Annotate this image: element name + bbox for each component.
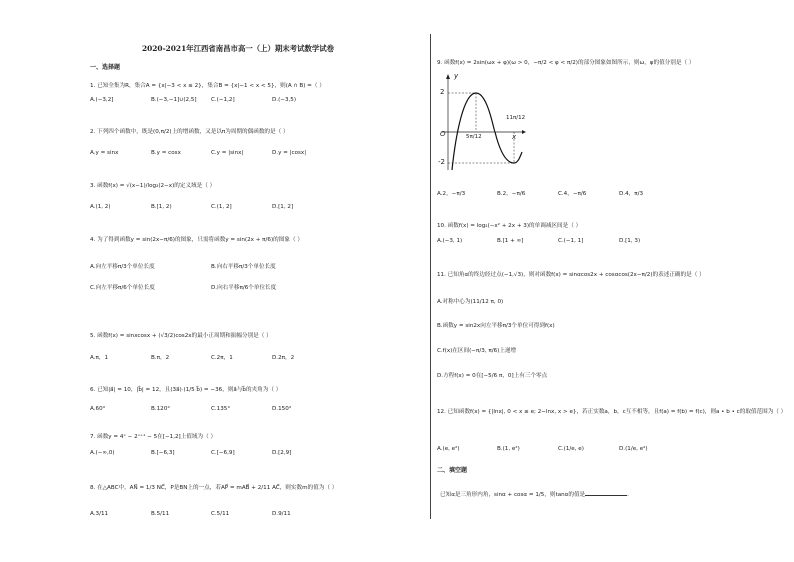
question-5-option-a[interactable]: A.π，1	[90, 355, 109, 361]
question-8-option-c[interactable]: C.5/11	[211, 511, 230, 517]
question-9-option-d[interactable]: D.4，π/3	[619, 191, 644, 197]
question-12-option-c[interactable]: C.(1/e, e)	[558, 446, 584, 452]
question-12-option-b[interactable]: B.(1, e²)	[497, 446, 520, 452]
question-10-option-a[interactable]: A.(−3, 1)	[437, 238, 463, 244]
question-3-option-b[interactable]: B.[1, 2)	[151, 204, 172, 210]
question-3-option-a[interactable]: A.(1, 2)	[90, 204, 111, 210]
question-6-option-a[interactable]: A.60°	[90, 406, 106, 412]
question-11-option-d[interactable]: D.方程f(x) = 0在[−5/6 π，0]上有三个零点	[437, 373, 548, 379]
question-2-stem: 2. 下列四个函数中，既是(0,π/2)上的增函数，又是以π为周期的偶函数的是（ ）	[90, 129, 289, 135]
graph-y-max-label: 2	[440, 88, 445, 96]
question-6-option-c[interactable]: C.135°	[211, 406, 231, 412]
question-8-stem: 8. 在△ABC中，AN⃗ = 1/3 NC⃗，P是BN上的一点，若AP⃗ = mAB⃗ + 2/11 AC⃗，则实数m的值为（ ）	[90, 485, 338, 491]
question-1-option-a[interactable]: A.(−3,2]	[90, 97, 114, 103]
question-5-option-b[interactable]: B.π，2	[151, 355, 170, 361]
question-2-option-b[interactable]: B.y = cosx	[151, 150, 181, 156]
question-9-stem: 9. 函数f(x) = 2sin(ωx + φ)(ω > 0，−π/2 < φ < π/2)的部分图象如图所示，则ω，φ的值分别是（ ）	[437, 60, 695, 66]
graph-x-tick-5pi-12: 5π/12	[466, 134, 482, 140]
question-9-option-a[interactable]: A.2，−π/3	[437, 191, 466, 197]
question-4-option-d[interactable]: D.向右平移π/6个单位长度	[211, 285, 277, 291]
question-3-option-c[interactable]: C.(1, 2]	[211, 204, 232, 210]
question-10-stem: 10. 函数f(x) = log₂(−x² + 2x + 3)的单调减区间是（ ）	[437, 223, 582, 229]
fill-question-stem	[440, 490, 629, 499]
question-1-option-b[interactable]: B.(−3,−1]∪(2,5]	[151, 97, 197, 103]
question-12-option-a[interactable]: A.(e, e²)	[437, 446, 460, 452]
question-11-stem: 11. 已知角α的终边经过点(−1,√3)，则对函数f(x) = sinαcos2x + cosαcos(2x−π/2)的表述正确的是（ ）	[437, 272, 705, 278]
question-2-option-c[interactable]: C.y = |sinx|	[211, 150, 244, 156]
question-8-option-a[interactable]: A.3/11	[90, 511, 109, 517]
question-12-option-d[interactable]: D.(1/e, e²)	[619, 446, 648, 452]
question-11-option-a[interactable]: A.对称中心为(11/12 π, 0)	[437, 299, 504, 305]
question-1-option-c[interactable]: C.(−1,2]	[211, 97, 235, 103]
column-divider	[430, 34, 431, 519]
question-3-option-d[interactable]: D.[1, 2]	[272, 204, 294, 210]
question-7-option-a[interactable]: A.(−∞,0)	[90, 450, 115, 456]
question-12-stem: 12. 已知函数f(x) = {|lnx|, 0 < x ≤ e; 2−lnx, x > e}，若正实数a，b，c互不相等，且f(a) = f(b) = f(c)，则a • b • c的取值范围为（ ）	[437, 409, 787, 415]
fill-question-text: 已知α是三角形内角，sinα + cosα = 1/5，则tanα的值是	[440, 492, 586, 498]
question-4-option-b[interactable]: B.向右平移π/3个单位长度	[211, 264, 276, 270]
graph-x-tick-11pi-12: 11π/12	[506, 115, 526, 121]
question-7-option-b[interactable]: B.[−6,3]	[151, 450, 175, 456]
question-11-option-b[interactable]: B.函数y = sin2x向左平移π/3个单位可得到f(x)	[437, 323, 555, 329]
graph-x-label: x	[512, 133, 517, 141]
question-10-option-b[interactable]: B.[1 + ∞]	[497, 238, 524, 244]
question-9-option-c[interactable]: C.4，−π/6	[558, 191, 587, 197]
question-2-option-d[interactable]: D.y = |cosx|	[272, 150, 307, 156]
question-7-stem: 7. 函数y = 4ˣ − 2ˣ⁺¹ − 5在[−1,2]上值域为（ ）	[90, 434, 217, 440]
question-6-stem: 6. 已知|a⃗| = 10，|b⃗| = 12，且(3a⃗)·(1/5 b⃗) = −36，则a⃗与b⃗的夹角为（ ）	[90, 387, 282, 393]
graph-origin-label: O	[440, 130, 446, 138]
question-6-option-d[interactable]: D.150°	[272, 406, 292, 412]
question-10-option-d[interactable]: D.[1, 3)	[619, 238, 641, 244]
question-6-option-b[interactable]: B.120°	[151, 406, 171, 412]
question-11-option-c[interactable]: C.f(x)在区间(−π/3, π/6)上递增	[437, 348, 517, 354]
question-5-option-d[interactable]: D.2π，2	[272, 355, 295, 361]
question-5-option-c[interactable]: C.2π，1	[211, 355, 233, 361]
question-9-option-b[interactable]: B.2，−π/6	[497, 191, 526, 197]
question-1-stem: 1. 已知全集为R，集合A = {x|−3 < x ≤ 2}，集合B = {x|−1 < x < 5}，则(A ∩ B) =（ ）	[90, 83, 325, 89]
question-8-option-b[interactable]: B.5/11	[151, 511, 170, 517]
graph-y-label: y	[454, 72, 459, 80]
section-fill-heading: 二、填空题	[437, 467, 468, 474]
question-8-option-d[interactable]: D.9/11	[272, 511, 291, 517]
fill-question-period: .	[627, 492, 629, 498]
question-4-option-a[interactable]: A.向左平移π/3个单位长度	[90, 264, 155, 270]
section-choice-heading: 一、选择题	[90, 64, 121, 71]
question-5-stem: 5. 函数f(x) = sinxcosx + (√3/2)cos2x的最小正周期和振幅分别是（ ）	[90, 333, 272, 339]
question-3-stem: 3. 函数f(x) = √(x−1)/log₂(2−x)的定义域是（ ）	[90, 183, 216, 189]
question-2-option-a[interactable]: A.y = sinx	[90, 150, 119, 156]
question-7-option-c[interactable]: C.[−6,9]	[211, 450, 235, 456]
page-title: 2020-2021年江西省南昌市高一（上）期末考试数学试卷	[142, 44, 335, 53]
question-7-option-d[interactable]: D.[2,9]	[272, 450, 292, 456]
question-4-stem: 4. 为了得到函数y = sin(2x−π/6)的图象，只需将函数y = sin(2x + π/6)的图象（ ）	[90, 237, 303, 243]
answer-blank[interactable]	[585, 490, 627, 496]
sine-graph	[434, 72, 534, 174]
question-10-option-c[interactable]: C.(−1, 1]	[558, 238, 584, 244]
question-1-option-d[interactable]: D.(−3,5)	[272, 97, 297, 103]
graph-y-min-label: -2	[438, 158, 445, 166]
question-4-option-c[interactable]: C.向左平移π/6个单位长度	[90, 285, 155, 291]
